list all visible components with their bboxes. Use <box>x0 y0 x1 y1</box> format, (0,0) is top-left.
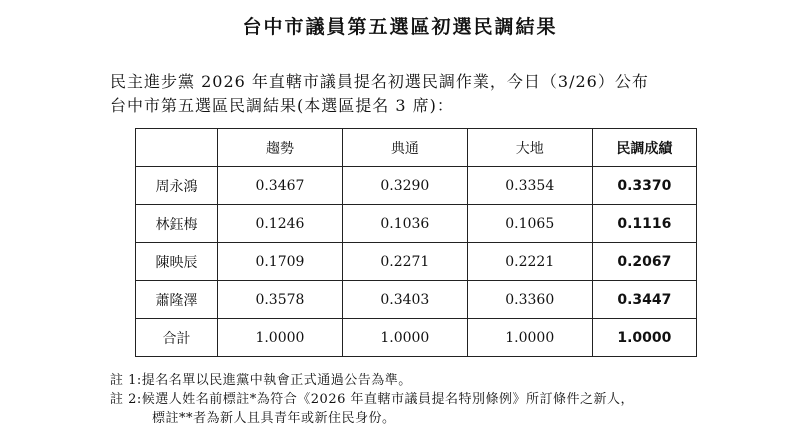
candidate-name: 周永鴻 <box>136 167 218 205</box>
footnote-2: 註 2:候選人姓名前標註*為符合《2026 年直轄市議員提名特別條例》所訂條件之新人， <box>110 392 634 407</box>
intro-line-1: 民主進步黨 2026 年直轄市議員提名初選民調作業，今日（3/26）公布 <box>110 72 649 91</box>
footnote-1: 註 1:提名名單以民進黨中執會正式通過公告為準。 <box>110 373 412 388</box>
table-row <box>136 167 697 205</box>
total-label: 合計 <box>136 319 218 357</box>
table-row <box>136 243 697 281</box>
header-pollster-2: 典通 <box>342 129 467 167</box>
table-row <box>136 205 697 243</box>
poll-value: 0.1065 <box>467 205 592 243</box>
total-score: 1.0000 <box>592 319 696 357</box>
table-total-row <box>136 319 697 357</box>
candidate-name: 蕭隆澤 <box>136 281 218 319</box>
intro-paragraph <box>110 70 649 118</box>
footnotes <box>110 371 634 428</box>
poll-value: 0.2271 <box>342 243 467 281</box>
poll-value: 0.3354 <box>467 167 592 205</box>
poll-score: 0.2067 <box>592 243 696 281</box>
results-table <box>135 128 697 357</box>
poll-value: 0.3467 <box>218 167 343 205</box>
poll-score: 0.3370 <box>592 167 696 205</box>
poll-score: 0.3447 <box>592 281 696 319</box>
footnote-2-continued: 標註**者為新人且具青年或新住民身份。 <box>152 411 396 426</box>
page-title: 台中市議員第五選區初選民調結果 <box>242 16 558 38</box>
poll-value: 0.1709 <box>218 243 343 281</box>
header-pollster-3: 大地 <box>467 129 592 167</box>
header-score: 民調成績 <box>592 129 696 167</box>
candidate-name: 林鈺梅 <box>136 205 218 243</box>
poll-value: 0.3290 <box>342 167 467 205</box>
poll-value: 0.1036 <box>342 205 467 243</box>
intro-line-2: 台中市第五選區民調結果(本選區提名 3 席)： <box>110 96 454 115</box>
candidate-name: 陳映辰 <box>136 243 218 281</box>
poll-value: 0.1246 <box>218 205 343 243</box>
table-header-row <box>136 129 697 167</box>
table-row <box>136 281 697 319</box>
poll-value: 0.3578 <box>218 281 343 319</box>
poll-value: 0.3360 <box>467 281 592 319</box>
total-value: 1.0000 <box>342 319 467 357</box>
total-value: 1.0000 <box>467 319 592 357</box>
poll-value: 0.3403 <box>342 281 467 319</box>
poll-value: 0.2221 <box>467 243 592 281</box>
header-empty <box>136 129 218 167</box>
poll-score: 0.1116 <box>592 205 696 243</box>
total-value: 1.0000 <box>218 319 343 357</box>
header-pollster-1: 趨勢 <box>218 129 343 167</box>
